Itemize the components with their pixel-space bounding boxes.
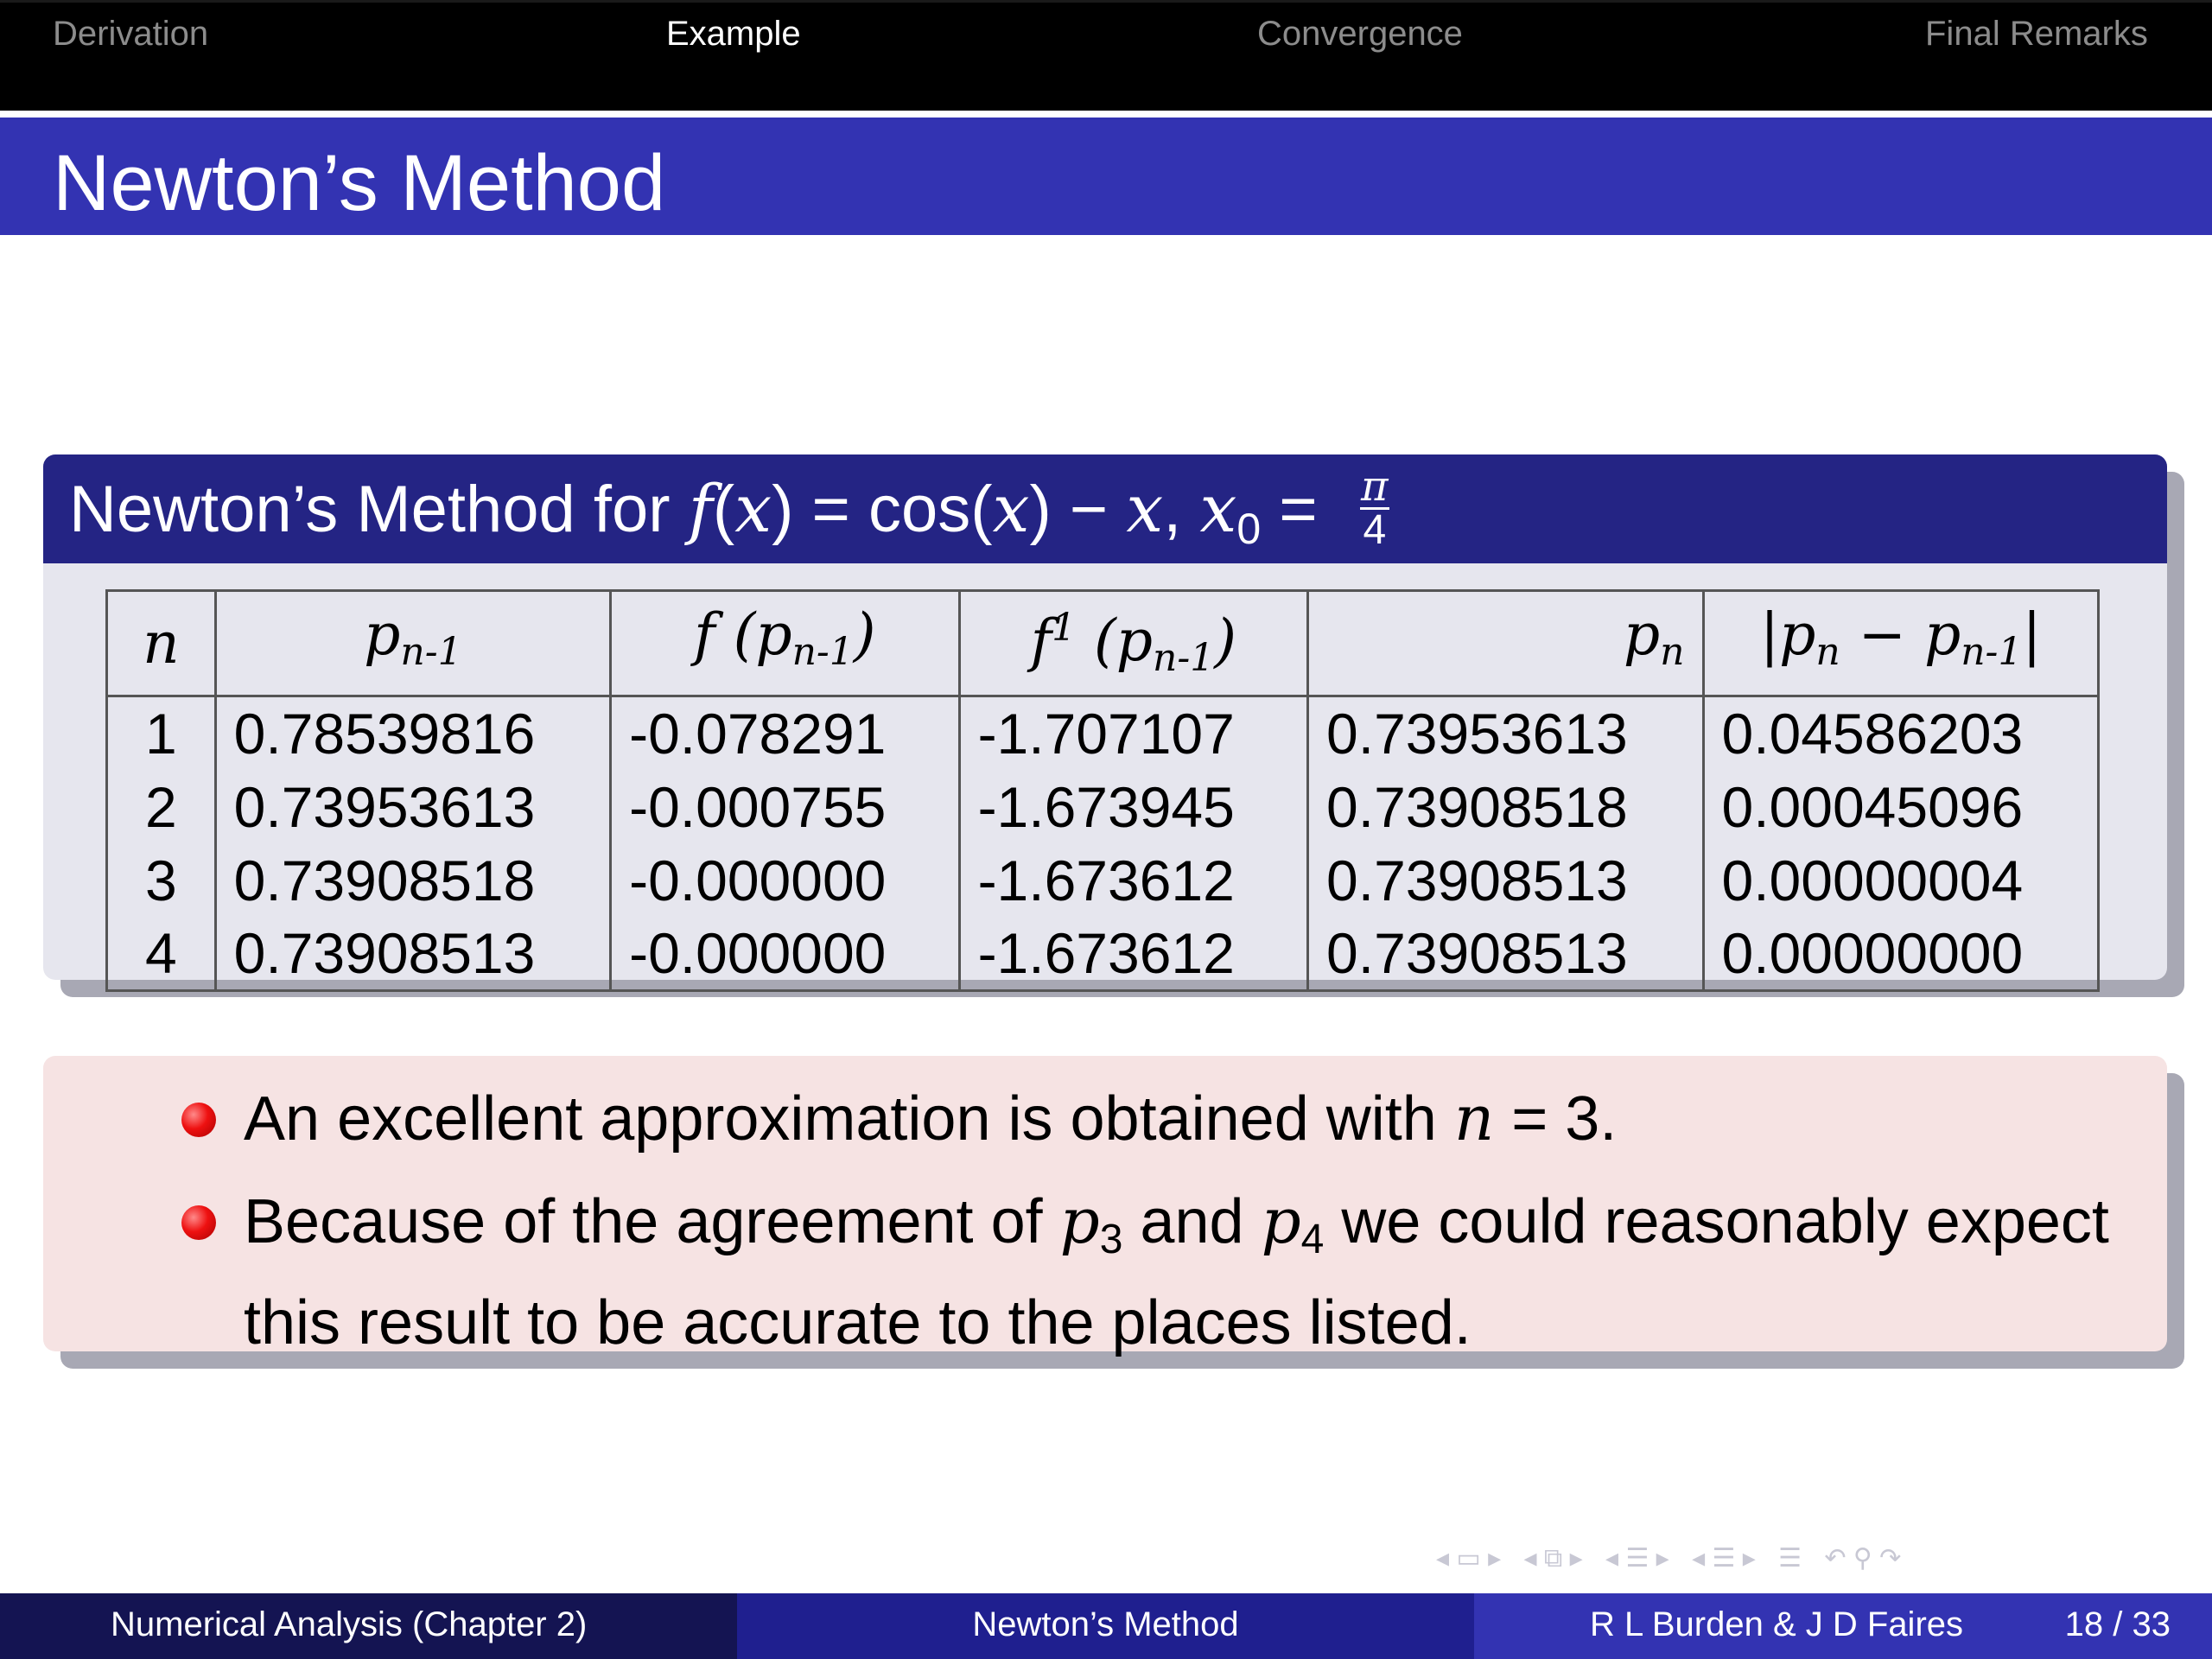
footer-page-number: 18 / 33 — [2064, 1605, 2171, 1643]
footline — [0, 1593, 2212, 1659]
cell-n: 2 — [107, 770, 216, 843]
nav-section-derivation[interactable]: Derivation — [53, 15, 209, 53]
nav-section-final-remarks[interactable]: Final Remarks — [1925, 15, 2148, 53]
subsection-nav-icon[interactable]: ◂ ☰ ▸ — [1605, 1544, 1669, 1573]
section-nav-icon[interactable]: ◂ ☰ ▸ — [1692, 1544, 1756, 1573]
cell-p-prev: 0.78539816 — [215, 696, 610, 771]
frame-title: Newton’s Method — [53, 139, 666, 227]
cell-p-n: 0.73908513 — [1308, 843, 1703, 917]
cell-f-p-prev: -0.000000 — [611, 843, 959, 917]
slide-nav-icon[interactable]: ◂ ▭ ▸ — [1436, 1544, 1502, 1573]
table-header-row — [107, 591, 2099, 696]
bullet-icon — [181, 1103, 216, 1137]
cell-n: 3 — [107, 843, 216, 917]
cell-abs-diff: 0.00045096 — [1703, 770, 2099, 843]
block-title-bar — [43, 454, 2167, 563]
table-row — [107, 843, 2099, 917]
section-navigation-bar — [0, 0, 2212, 111]
cell-p-prev: 0.73953613 — [215, 770, 610, 843]
cell-p-n: 0.73908518 — [1308, 770, 1703, 843]
frame-nav-icon[interactable]: ◂ ⧉ ▸ — [1523, 1544, 1583, 1573]
nav-section-example[interactable]: Example — [666, 15, 801, 53]
frame-title-bar — [0, 118, 2212, 235]
remarks-block — [43, 1056, 2167, 1357]
cell-p-prev: 0.73908518 — [215, 843, 610, 917]
cell-p-n: 0.73908513 — [1308, 917, 1703, 991]
cell-f-p-prev: -0.078291 — [611, 696, 959, 771]
table-row — [107, 770, 2099, 843]
footer-center-panel — [737, 1593, 1474, 1659]
footer-authors: R L Burden & J D Faires — [1590, 1605, 1964, 1643]
cell-abs-diff: 0.04586203 — [1703, 696, 2099, 771]
header-fprime-p-prev: $f^1$ $(p_{n-1})$ — [959, 591, 1307, 696]
iteration-table — [105, 589, 2100, 992]
footer-left-panel — [0, 1593, 737, 1659]
bullet-icon — [181, 1205, 216, 1240]
header-f-p-prev: f $(p_{n-1})$ — [611, 591, 959, 696]
cell-f-p-prev: -0.000000 — [611, 917, 959, 991]
document-nav-icon[interactable]: ☰ — [1778, 1544, 1802, 1573]
cell-abs-diff: 0.00000000 — [1703, 917, 2099, 991]
cell-n: 1 — [107, 696, 216, 771]
table-row — [107, 917, 2099, 991]
remark-item-agreement: Because of the agreement of $p_3$ and $p_4$ we could reasonably expect this result to be accurate to the places listed. — [133, 1179, 2120, 1364]
header-n: n — [107, 591, 216, 696]
footer-course-title: Numerical Analysis (Chapter 2) — [111, 1605, 588, 1643]
remarks-list — [133, 1077, 2120, 1364]
footer-right-panel — [1474, 1593, 2212, 1659]
header-p-prev: $p_{n-1}$ — [215, 591, 610, 696]
footer-slide-topic: Newton’s Method — [972, 1605, 1239, 1643]
nav-section-convergence[interactable]: Convergence — [1257, 15, 1463, 53]
cell-fprime-p-prev: -1.707107 — [959, 696, 1307, 771]
cell-fprime-p-prev: -1.673612 — [959, 843, 1307, 917]
header-p-n: $p_n$ — [1308, 591, 1703, 696]
cell-p-n: 0.73953613 — [1308, 696, 1703, 771]
header-abs-diff: $|p_n - p_{n-1}|$ — [1703, 591, 2099, 696]
cell-p-prev: 0.73908513 — [215, 917, 610, 991]
cell-f-p-prev: -0.000755 — [611, 770, 959, 843]
table-row — [107, 696, 2099, 771]
remark-item-approximation: An excellent approximation is obtained with n = 3. — [133, 1077, 2120, 1160]
block-title: Newton’s Method for f(x) = cos(x) − x, $x_0$ = $\frac{\pi}{4}$ — [69, 462, 1389, 554]
search-back-icon[interactable]: ↶ ⚲ ↷ — [1824, 1544, 1902, 1573]
cell-fprime-p-prev: -1.673945 — [959, 770, 1307, 843]
cell-fprime-p-prev: -1.673612 — [959, 917, 1307, 991]
beamer-navigation-symbols — [1436, 1543, 1916, 1581]
cell-abs-diff: 0.00000004 — [1703, 843, 2099, 917]
cell-n: 4 — [107, 917, 216, 991]
example-block — [43, 454, 2167, 985]
pi-over-four-fraction: $\frac{\pi}{4}$ — [1361, 462, 1389, 554]
